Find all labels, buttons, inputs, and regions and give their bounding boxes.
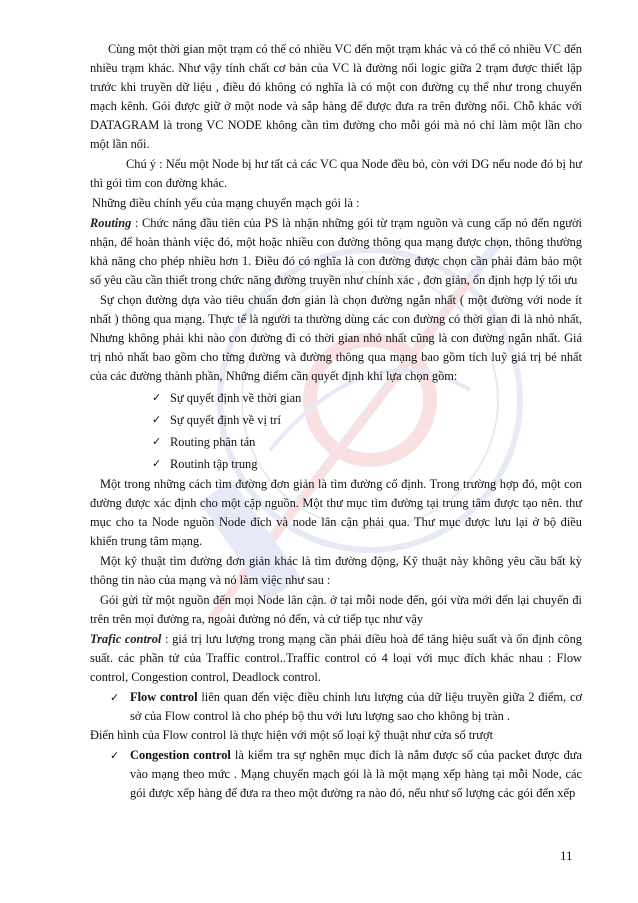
- checkmark-icon: ✓: [152, 435, 162, 448]
- checkmark-icon: ✓: [152, 413, 162, 426]
- paragraph-path-selection: Sự chọn đường dựa vào tiêu chuẩn đơn giản là chọn đường ngắn nhất ( một đường với node ít nhất ) thông qua mạng. Thực tế là người ta thường dùng các con đường có thời gian đi là nhỏ nhất, Nhưng không phải khi nào con đường đi có thời gian nhỏ nhất cũng là con đường ngắn nhất. Giá trị nhỏ nhất bao gồm cho từng đường và đường thông qua mạng bao gồm tích luỹ giá trị bé nhất của các đường thành phần, Những điểm cần quyết định khi lựa chọn gồm:: [90, 293, 582, 383]
- checkmark-icon: ✓: [110, 691, 120, 704]
- paragraph-flooding: Gói gửi từ một nguồn đến mọi Node lân cận. ở tại mỗi node đến, gói vừa mới đến lại chuyển đi trên trên mọi đường ra, ngoài đường nó đến, và cứ tiếp tục như vậy: [90, 593, 582, 626]
- traffic-control-text: : giá trị lưu lượng trong mạng cần phải điều hoà để tăng hiệu suất và ổn định công suất. các phần tử của Traffic control..Traffic control có 4 loại với mục đích khác nhau : Flow control, Congestion control, Deadlock control.: [90, 632, 583, 684]
- checkmark-icon: ✓: [110, 749, 120, 762]
- paragraph-routing: [90, 214, 582, 290]
- paragraph-main-points: Những điều chính yếu của mạng chuyển mạch gói là :: [92, 196, 360, 210]
- flow-control-item: [90, 688, 582, 726]
- document-body: [90, 40, 582, 803]
- list-item: ✓ Congestion control là kiểm tra sự nghẽn mục đích là nắm được số của packet được đưa vào mạng theo mức . Mạng chuyển mạch gói là là một mạng xếp hàng tại mỗi Node, các gói được xếp hàng để đưa ra theo một đường ra nào đó, nếu như số lượng các gói đến xếp: [110, 748, 583, 800]
- list-item: ✓ Sự quyết định về thời gian: [90, 387, 582, 409]
- list-item: ✓ Flow control liên quan đến việc điều chỉnh lưu lượng của dữ liệu truyền giữa 2 điểm, cơ sở của Flow control là cho phép bộ thu với lưu lượng sao cho không bị tràn .: [110, 690, 582, 723]
- list-item: ✓ Routing phân tán: [90, 431, 582, 453]
- list-item: ✓ Routinh tập trung: [90, 453, 582, 475]
- page-number: 11: [560, 848, 573, 863]
- checkmark-icon: ✓: [152, 457, 162, 470]
- paragraph-vc-intro: Cùng một thời gian một trạm có thể có nhiều VC đến một trạm khác và có thể có nhiều VC đến nhiều trạm khác. Như vậy tính chất cơ bản của VC là đường nối logic giữa 2 trạm được thiết lập trước khi truyền dữ liệu , điều đó không có nghĩa là có một con đường cụ thể như trong chuyển mạch kênh. Gói được giữ ở một node và sắp hàng để được đưa ra trên đường nối. Chỗ khác với DATAGRAM là trong VC NODE không cần tìm đường cho mỗi gói mà nó chỉ làm một lần cho một lần nối.: [90, 42, 582, 151]
- decision-checklist: [90, 387, 582, 475]
- list-item: ✓ Sự quyết định về vị trí: [90, 409, 582, 431]
- checkmark-icon: ✓: [152, 391, 162, 404]
- paragraph-traffic-control: [90, 630, 582, 687]
- paragraph-fixed-routing: Một trong những cách tìm đường đơn giản là tìm đường cố định. Trong trường hợp đó, một con đường được xác định cho một cặp nguồn. Một thư mục tìm đường tại trung tâm được tạo nên. thư mục cho ta Node nguồn Node đích và node lân cận phải qua. Thư mục được lưu lại ở bộ điều khiển trung tâm mạng.: [90, 477, 582, 548]
- congestion-control-item: [90, 746, 582, 803]
- routing-text: : Chức năng đầu tiên của PS là nhận những gói từ trạm nguồn và cung cấp nó đến người nhận, để hoàn thành việc đó, một hoặc nhiều con đường thông qua mạng được chọn, thông thường khả năng cho phép nhiều hơn 1. Điều đó có nghĩa là con đường được chọn cần phải đảm bảo một số yêu cầu cần thiết trong chức năng đường truyền như chính xác , đơn giản, ổn định hợp lý tối ưu: [90, 216, 582, 287]
- paragraph-note: Chú ý : Nếu một Node bị hư tất cả các VC qua Node đều bỏ, còn với DG nếu node đó bị hư thì gói tìm con đường khác.: [90, 157, 582, 190]
- traffic-control-term: Trafic control: [90, 632, 162, 646]
- paragraph-sliding-window: Điển hình của Flow control là thực hiện với một số loại kỹ thuật như cửa sổ trượt: [90, 728, 494, 742]
- paragraph-dynamic-routing: Một kỹ thuật tìm đường đơn giản khác là tìm đường động, Kỹ thuật này không yêu cầu bất kỳ thông tin nào của mạng và nó làm việc như sau :: [90, 554, 582, 587]
- routing-term: Routing: [90, 216, 132, 230]
